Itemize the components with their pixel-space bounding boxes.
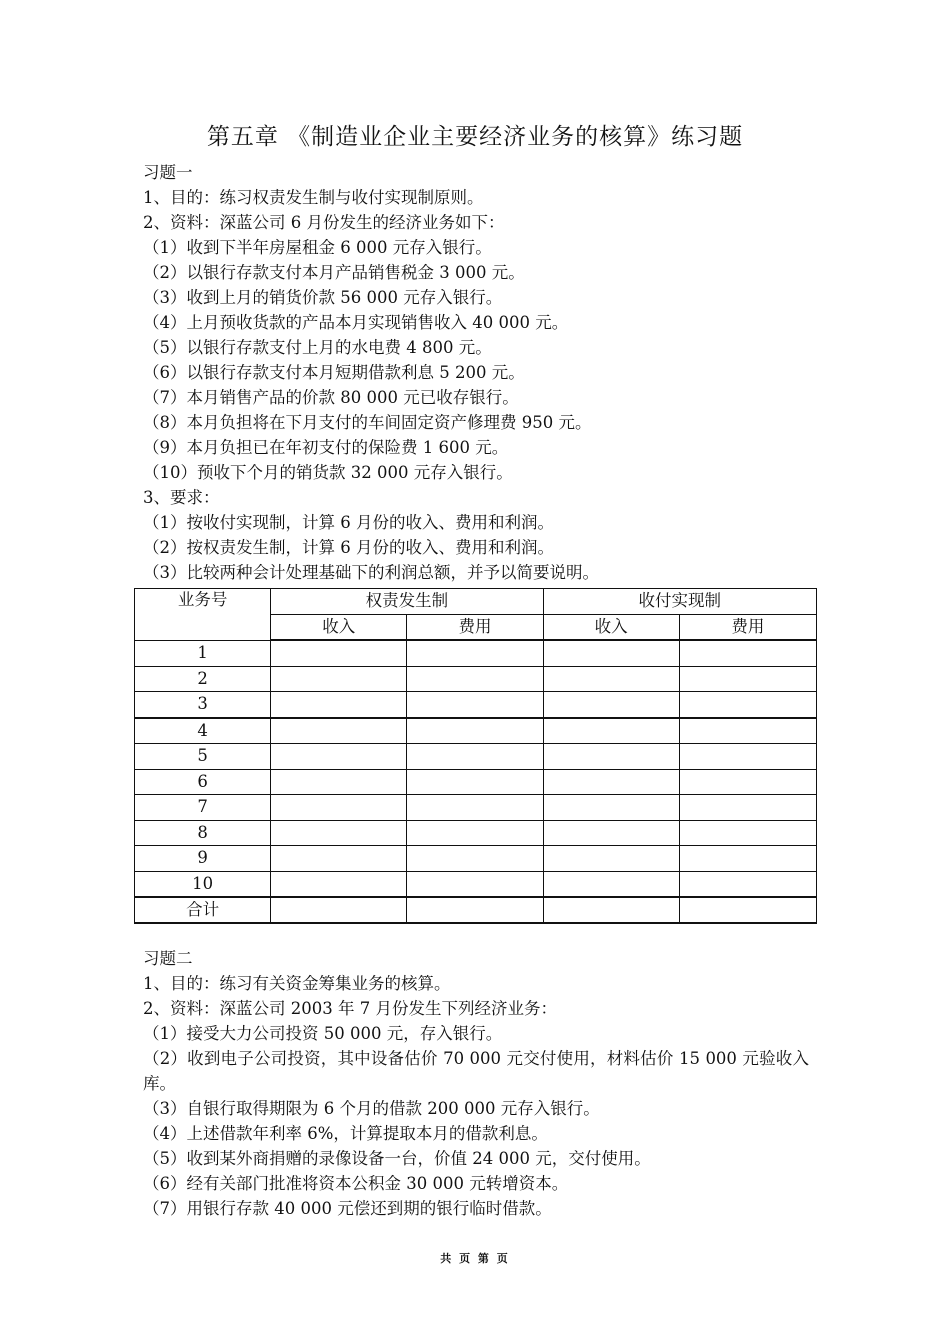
requirement-item: （3）比较两种会计处理基础下的利润总额，并予以简要说明。 [143,563,599,582]
table-row [135,871,817,897]
exercise-purpose: 1、目的：练习权责发生制与收付实现制原则。 [143,188,484,207]
blank-cell[interactable] [679,640,816,666]
exercise-heading: 习题一 [143,163,193,182]
blank-cell[interactable] [543,795,679,821]
blank-cell[interactable] [271,744,407,770]
exercise-data-intro: 2、资料：深蓝公司 6 月份发生的经济业务如下： [143,213,505,232]
blank-cell[interactable] [271,718,407,744]
blank-cell[interactable] [543,692,679,718]
table-row [135,666,817,692]
blank-cell[interactable] [679,795,816,821]
blank-cell[interactable] [543,666,679,692]
exercise-1 [143,160,823,585]
business-item: （4）上述借款年利率 6%，计算提取本月的借款利息。 [143,1124,548,1143]
blank-cell[interactable] [679,871,816,897]
blank-cell[interactable] [543,846,679,872]
blank-cell[interactable] [271,769,407,795]
blank-cell[interactable] [407,897,543,923]
blank-cell[interactable] [679,692,816,718]
subheader-accrual-expense: 费用 [407,614,543,640]
blank-cell[interactable] [407,795,543,821]
blank-cell[interactable] [407,692,543,718]
blank-cell[interactable] [271,820,407,846]
header-accrual-basis: 权责发生制 [271,589,543,615]
subheader-accrual-income: 收入 [271,614,407,640]
blank-cell[interactable] [543,744,679,770]
blank-cell[interactable] [407,846,543,872]
requirement-item: （1）按收付实现制，计算 6 月份的收入、费用和利润。 [143,513,554,532]
table-row [135,692,817,718]
business-item: （10）预收下个月的销货款 32 000 元存入银行。 [143,463,513,482]
business-item: （9）本月负担已在年初支付的保险费 1 600 元。 [143,438,509,457]
table-row [135,640,817,666]
blank-cell[interactable] [679,846,816,872]
business-item: （5）收到某外商捐赠的录像设备一台，价值 24 000 元，交付使用。 [143,1149,651,1168]
header-cash-basis: 收付实现制 [543,589,816,615]
row-number: 8 [135,820,271,846]
row-number: 10 [135,871,271,897]
table-header-row [135,589,817,615]
blank-cell[interactable] [679,769,816,795]
business-item: （1）接受大力公司投资 50 000 元，存入银行。 [143,1024,503,1043]
row-number: 4 [135,718,271,744]
table-row [135,846,817,872]
blank-cell[interactable] [679,718,816,744]
blank-cell[interactable] [271,640,407,666]
row-number: 3 [135,692,271,718]
exercise-purpose: 1、目的：练习有关资金筹集业务的核算。 [143,974,451,993]
row-number: 9 [135,846,271,872]
table-row [135,820,817,846]
page-footer: 共 页 第 页 [440,1252,510,1265]
blank-cell[interactable] [271,897,407,923]
exercise-heading: 习题二 [143,949,193,968]
business-item: （4）上月预收货款的产品本月实现销售收入 40 000 元。 [143,313,569,332]
blank-cell[interactable] [679,744,816,770]
blank-cell[interactable] [407,769,543,795]
table-row [135,718,817,744]
blank-cell[interactable] [543,769,679,795]
blank-cell[interactable] [679,820,816,846]
subheader-cash-income: 收入 [543,614,679,640]
blank-cell[interactable] [407,718,543,744]
answer-table [134,588,817,924]
business-item: （7）本月销售产品的价款 80 000 元已收存银行。 [143,388,519,407]
row-number: 5 [135,744,271,770]
blank-cell[interactable] [271,846,407,872]
business-item: （2）收到电子公司投资，其中设备估价 70 000 元交付使用，材料估价 15 000 元验收入库。 [143,1049,809,1093]
row-number: 2 [135,666,271,692]
table-row [135,744,817,770]
business-item: （6）经有关部门批准将资本公积金 30 000 元转增资本。 [143,1174,569,1193]
table-row [135,795,817,821]
blank-cell[interactable] [407,820,543,846]
row-number: 1 [135,640,271,666]
blank-cell[interactable] [271,692,407,718]
business-item: （6）以银行存款支付本月短期借款利息 5 200 元。 [143,363,525,382]
business-item: （3）收到上月的销货价款 56 000 元存入银行。 [143,288,503,307]
business-item: （7）用银行存款 40 000 元偿还到期的银行临时借款。 [143,1199,552,1218]
blank-cell[interactable] [407,744,543,770]
blank-cell[interactable] [679,897,816,923]
business-item: （3）自银行取得期限为 6 个月的借款 200 000 元存入银行。 [143,1099,600,1118]
subheader-cash-expense: 费用 [679,614,816,640]
exercise-2 [143,946,809,1221]
blank-cell[interactable] [679,666,816,692]
business-item: （8）本月负担将在下月支付的车间固定资产修理费 950 元。 [143,413,592,432]
exercise-data-intro: 2、资料：深蓝公司 2003 年 7 月份发生下列经济业务： [143,999,557,1018]
total-label: 合计 [135,897,271,923]
table-row [135,769,817,795]
page-title: 第五章 《制造业企业主要经济业务的核算》练习题 [206,124,744,150]
row-number: 7 [135,795,271,821]
business-item: （2）以银行存款支付本月产品销售税金 3 000 元。 [143,263,525,282]
blank-cell[interactable] [271,795,407,821]
blank-cell[interactable] [543,820,679,846]
requirements-intro: 3、要求： [143,488,220,507]
blank-cell[interactable] [543,871,679,897]
row-number: 6 [135,769,271,795]
business-item: （5）以银行存款支付上月的水电费 4 800 元。 [143,338,492,357]
blank-cell[interactable] [271,666,407,692]
blank-cell[interactable] [271,871,407,897]
blank-cell[interactable] [407,871,543,897]
blank-cell[interactable] [543,640,679,666]
requirement-item: （2）按权责发生制，计算 6 月份的收入、费用和利润。 [143,538,554,557]
blank-cell[interactable] [543,718,679,744]
table-total-row [135,897,817,923]
header-business-number: 业务号 [135,589,271,641]
business-item: （1）收到下半年房屋租金 6 000 元存入银行。 [143,238,492,257]
blank-cell[interactable] [407,640,543,666]
blank-cell[interactable] [407,666,543,692]
blank-cell[interactable] [543,897,679,923]
